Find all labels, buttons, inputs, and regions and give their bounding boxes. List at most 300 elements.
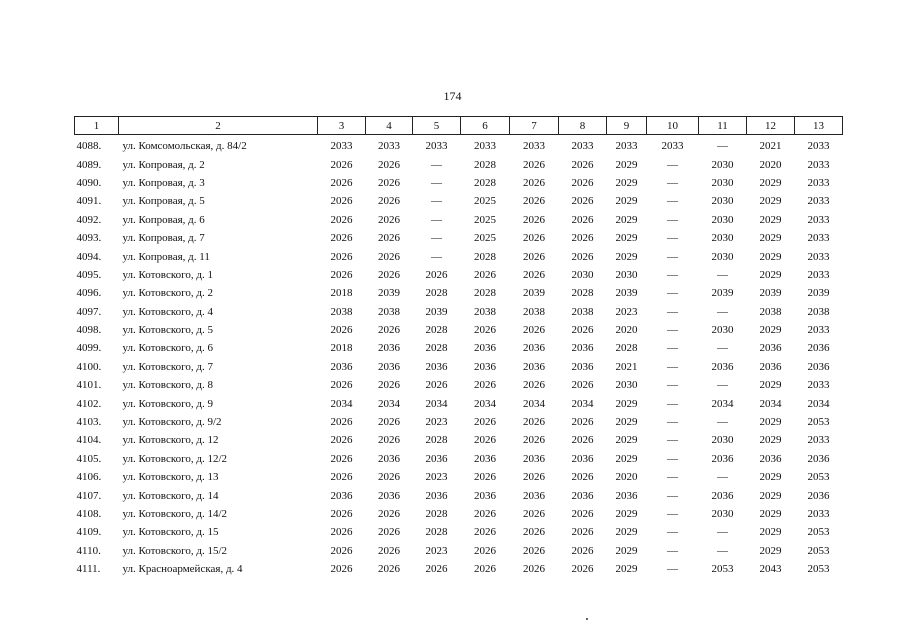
year-cell: —	[667, 232, 678, 245]
table-row	[75, 339, 843, 357]
year-cell: 2039	[807, 287, 830, 300]
year-cell: 2029	[759, 489, 782, 502]
year-cell: —	[667, 158, 678, 171]
year-cell: 2025	[474, 232, 496, 245]
year-cell: 2034	[330, 397, 353, 410]
year-cell: 2053	[807, 563, 830, 576]
row-number: 4094.	[76, 250, 102, 263]
address-cell: ул. Котовского, д. 9	[122, 397, 213, 410]
year-cell: —	[667, 397, 678, 410]
table-row	[75, 523, 843, 541]
year-cell: 2026	[330, 434, 353, 447]
year-cell: 2026	[571, 379, 594, 392]
year-cell: 2039	[425, 305, 448, 318]
table-row	[75, 358, 843, 376]
year-cell: 2029	[615, 397, 638, 410]
year-cell: 2036	[378, 452, 400, 465]
table-row	[75, 284, 843, 302]
year-cell: 2036	[474, 489, 496, 502]
year-cell: 2039	[378, 287, 400, 300]
row-number: 4100.	[76, 360, 102, 373]
year-cell: 2036	[807, 489, 830, 502]
year-cell: —	[667, 489, 678, 502]
year-cell: 2023	[425, 471, 448, 484]
year-cell: —	[667, 305, 678, 318]
year-cell: —	[431, 176, 442, 189]
address-cell: ул. Копровая, д. 3	[122, 176, 205, 189]
row-number: 4101.	[76, 379, 102, 392]
year-cell: 2039	[759, 287, 782, 300]
year-cell: 2026	[474, 379, 496, 392]
year-cell: 2026	[523, 434, 545, 447]
year-cell: —	[717, 471, 728, 484]
year-cell: 2029	[759, 471, 782, 484]
year-cell: 2029	[759, 176, 782, 189]
address-cell: ул. Котовского, д. 14/2	[122, 508, 227, 520]
year-cell: 2029	[615, 232, 638, 245]
year-cell: 2026	[571, 176, 594, 189]
year-cell: 2033	[807, 324, 830, 337]
year-cell: 2026	[330, 452, 353, 465]
year-cell: 2036	[378, 342, 400, 355]
address-cell: ул. Копровая, д. 11	[122, 250, 210, 263]
year-cell: 2036	[615, 489, 638, 502]
column-header-3: 3	[318, 117, 366, 135]
table-body	[75, 135, 843, 579]
year-cell: 2053	[807, 526, 830, 539]
year-cell: 2036	[807, 360, 830, 373]
address-cell: ул. Котовского, д. 2	[122, 287, 213, 300]
year-cell: 2030	[571, 268, 594, 281]
year-cell: 2038	[330, 305, 353, 318]
year-cell: —	[667, 379, 678, 392]
address-cell: ул. Котовского, д. 4	[122, 305, 213, 318]
year-cell: 2026	[571, 563, 594, 576]
column-header-1: 1	[75, 117, 119, 135]
year-cell: 2026	[571, 544, 594, 557]
address-cell: ул. Котовского, д. 6	[122, 342, 213, 355]
year-cell: 2029	[759, 268, 782, 281]
year-cell: —	[667, 342, 678, 355]
year-cell: 2033	[807, 508, 830, 520]
year-cell: 2034	[711, 397, 734, 410]
year-cell: 2026	[378, 268, 400, 281]
year-cell: 2021	[759, 140, 782, 153]
year-cell: 2029	[615, 176, 638, 189]
address-cell: ул. Котовского, д. 14	[122, 489, 219, 502]
year-cell: 2029	[759, 324, 782, 337]
year-cell: 2030	[711, 434, 734, 447]
year-cell: 2034	[807, 397, 830, 410]
year-cell: 2029	[759, 434, 782, 447]
year-cell: 2036	[711, 360, 734, 373]
year-cell: 2026	[330, 416, 353, 429]
year-cell: 2026	[523, 508, 545, 520]
year-cell: 2033	[807, 140, 830, 153]
repair-schedule-table	[74, 116, 843, 578]
year-cell: 2036	[759, 452, 782, 465]
year-cell: 2028	[474, 287, 496, 300]
year-cell: 2036	[474, 360, 496, 373]
year-cell: 2029	[759, 195, 782, 208]
year-cell: 2026	[474, 544, 496, 557]
address-cell: ул. Котовского, д. 15	[122, 526, 219, 539]
year-cell: 2033	[523, 140, 545, 153]
year-cell: 2034	[474, 397, 496, 410]
year-cell: 2026	[571, 195, 594, 208]
year-cell: 2029	[615, 544, 638, 557]
address-cell: ул. Котовского, д. 5	[122, 324, 213, 337]
row-number: 4106.	[76, 471, 102, 484]
year-cell: 2036	[378, 360, 400, 373]
row-number: 4111.	[76, 563, 101, 576]
table-row	[75, 247, 843, 265]
year-cell: 2029	[759, 232, 782, 245]
year-cell: 2036	[378, 489, 400, 502]
year-cell: —	[667, 287, 678, 300]
year-cell: —	[717, 268, 728, 281]
year-cell: —	[667, 563, 678, 576]
year-cell: 2029	[759, 250, 782, 263]
row-number: 4092.	[76, 213, 102, 226]
year-cell: —	[717, 140, 728, 153]
row-number: 4107.	[76, 489, 102, 502]
year-cell: 2026	[523, 471, 545, 484]
year-cell: 2036	[711, 452, 734, 465]
year-cell: 2030	[711, 213, 734, 226]
year-cell: —	[667, 176, 678, 189]
year-cell: 2036	[523, 360, 545, 373]
address-cell: ул. Копровая, д. 7	[122, 232, 205, 245]
year-cell: 2034	[759, 397, 782, 410]
year-cell: 2026	[571, 508, 594, 520]
year-cell: 2029	[615, 526, 638, 539]
year-cell: 2026	[330, 232, 353, 245]
year-cell: 2026	[330, 176, 353, 189]
year-cell: —	[667, 213, 678, 226]
year-cell: 2026	[523, 213, 545, 226]
year-cell: 2026	[474, 434, 496, 447]
table-row	[75, 376, 843, 394]
year-cell: —	[431, 213, 442, 226]
year-cell: —	[667, 195, 678, 208]
year-cell: 2026	[330, 379, 353, 392]
year-cell: 2026	[330, 195, 353, 208]
year-cell: 2026	[330, 268, 353, 281]
year-cell: 2030	[711, 232, 734, 245]
year-cell: 2020	[759, 158, 782, 171]
year-cell: 2036	[425, 452, 448, 465]
year-cell: —	[431, 250, 442, 263]
year-cell: —	[717, 416, 728, 429]
table-row	[75, 174, 843, 192]
year-cell: 2033	[807, 250, 830, 263]
table-row	[75, 468, 843, 486]
year-cell: 2033	[474, 140, 496, 153]
year-cell: 2026	[378, 544, 400, 557]
row-number: 4098.	[76, 324, 102, 337]
row-number: 4090.	[76, 176, 102, 189]
year-cell: 2026	[378, 434, 400, 447]
year-cell: 2026	[378, 195, 400, 208]
row-number: 4096.	[76, 287, 102, 300]
year-cell: 2029	[759, 379, 782, 392]
row-number: 4091.	[76, 195, 102, 208]
year-cell: 2029	[759, 544, 782, 557]
year-cell: 2026	[330, 563, 353, 576]
year-cell: 2029	[615, 213, 638, 226]
column-header-9: 9	[607, 117, 647, 135]
address-cell: ул. Копровая, д. 2	[122, 158, 205, 171]
year-cell: 2026	[571, 232, 594, 245]
year-cell: —	[667, 526, 678, 539]
year-cell: 2029	[615, 563, 638, 576]
row-number: 4089.	[76, 158, 102, 171]
year-cell: 2036	[474, 342, 496, 355]
year-cell: 2018	[330, 287, 353, 300]
year-cell: 2026	[378, 526, 400, 539]
year-cell: 2030	[711, 508, 734, 520]
year-cell: 2036	[425, 360, 448, 373]
table-row	[75, 135, 843, 156]
year-cell: 2053	[807, 544, 830, 557]
row-number: 4097.	[76, 305, 102, 318]
year-cell: 2026	[571, 526, 594, 539]
scan-dot	[586, 618, 588, 620]
address-cell: ул. Котовского, д. 7	[122, 360, 213, 373]
row-number: 4088.	[76, 140, 102, 153]
year-cell: 2026	[523, 250, 545, 263]
year-cell: 2028	[571, 287, 594, 300]
year-cell: 2023	[425, 416, 448, 429]
year-cell: 2036	[571, 360, 594, 373]
year-cell: 2033	[425, 140, 448, 153]
year-cell: —	[667, 324, 678, 337]
year-cell: 2026	[523, 158, 545, 171]
year-cell: 2026	[474, 416, 496, 429]
year-cell: 2030	[711, 324, 734, 337]
year-cell: —	[431, 195, 442, 208]
address-cell: ул. Котовского, д. 8	[122, 379, 213, 392]
year-cell: 2036	[523, 489, 545, 502]
year-cell: 2033	[807, 158, 830, 171]
year-cell: 2029	[615, 416, 638, 429]
year-cell: 2033	[807, 232, 830, 245]
year-cell: 2025	[474, 213, 496, 226]
year-cell: 2033	[807, 176, 830, 189]
year-cell: 2036	[523, 342, 545, 355]
year-cell: 2026	[378, 176, 400, 189]
column-header-6: 6	[461, 117, 510, 135]
year-cell: 2026	[474, 324, 496, 337]
year-cell: 2036	[523, 452, 545, 465]
year-cell: 2028	[615, 342, 638, 355]
row-number: 4093.	[76, 232, 102, 245]
year-cell: 2026	[330, 544, 353, 557]
year-cell: 2020	[615, 324, 638, 337]
year-cell: 2026	[571, 416, 594, 429]
year-cell: 2029	[759, 526, 782, 539]
year-cell: 2026	[523, 232, 545, 245]
year-cell: 2028	[425, 434, 448, 447]
year-cell: 2033	[330, 140, 353, 153]
year-cell: 2034	[378, 397, 400, 410]
year-cell: 2028	[474, 250, 496, 263]
year-cell: 2028	[425, 287, 448, 300]
year-cell: —	[667, 416, 678, 429]
year-cell: —	[667, 268, 678, 281]
year-cell: 2039	[523, 287, 545, 300]
year-cell: 2026	[425, 268, 448, 281]
year-cell: 2036	[807, 452, 830, 465]
year-cell: 2029	[615, 250, 638, 263]
address-cell: ул. Котовского, д. 12/2	[122, 452, 227, 465]
year-cell: 2026	[378, 508, 400, 520]
year-cell: 2028	[425, 526, 448, 539]
year-cell: 2038	[474, 305, 496, 318]
year-cell: 2023	[615, 305, 638, 318]
year-cell: 2026	[474, 563, 496, 576]
year-cell: 2030	[711, 176, 734, 189]
row-number: 4102.	[76, 397, 102, 410]
year-cell: —	[667, 452, 678, 465]
year-cell: 2036	[330, 489, 353, 502]
table-row	[75, 192, 843, 210]
year-cell: 2026	[330, 324, 353, 337]
column-header-5: 5	[413, 117, 461, 135]
year-cell: 2039	[711, 287, 734, 300]
year-cell: 2036	[759, 360, 782, 373]
year-cell: 2026	[378, 158, 400, 171]
year-cell: 2038	[378, 305, 400, 318]
year-cell: 2028	[425, 508, 448, 520]
year-cell: —	[717, 305, 728, 318]
column-header-8: 8	[559, 117, 607, 135]
year-cell: 2029	[615, 508, 638, 520]
year-cell: 2036	[759, 342, 782, 355]
year-cell: 2018	[330, 342, 353, 355]
year-cell: 2026	[378, 324, 400, 337]
year-cell: 2029	[759, 508, 782, 520]
year-cell: 2026	[523, 526, 545, 539]
row-number: 4110.	[76, 544, 101, 557]
year-cell: 2029	[615, 434, 638, 447]
year-cell: 2033	[615, 140, 638, 153]
year-cell: 2038	[571, 305, 594, 318]
year-cell: 2029	[759, 416, 782, 429]
year-cell: 2038	[807, 305, 830, 318]
table-row	[75, 303, 843, 321]
address-cell: ул. Комсомольская, д. 84/2	[122, 140, 247, 153]
year-cell: —	[667, 250, 678, 263]
year-cell: 2026	[330, 250, 353, 263]
year-cell: 2033	[807, 213, 830, 226]
year-cell: 2026	[474, 508, 496, 520]
address-cell: ул. Котовского, д. 15/2	[122, 544, 227, 557]
year-cell: 2026	[378, 213, 400, 226]
year-cell: 2030	[615, 268, 638, 281]
year-cell: 2028	[474, 176, 496, 189]
year-cell: 2026	[523, 176, 545, 189]
address-cell: ул. Красноармейская, д. 4	[122, 563, 243, 576]
year-cell: 2029	[615, 452, 638, 465]
year-cell: —	[667, 471, 678, 484]
column-header-2: 2	[119, 117, 318, 135]
table-row	[75, 266, 843, 284]
column-header-11: 11	[699, 117, 747, 135]
year-cell: —	[717, 544, 728, 557]
year-cell: 2043	[759, 563, 782, 576]
year-cell: 2028	[474, 158, 496, 171]
column-header-12: 12	[747, 117, 795, 135]
column-header-4: 4	[366, 117, 413, 135]
address-cell: ул. Котовского, д. 9/2	[122, 416, 222, 429]
year-cell: 2026	[474, 471, 496, 484]
year-cell: 2026	[378, 379, 400, 392]
year-cell: 2026	[571, 471, 594, 484]
year-cell: 2053	[807, 416, 830, 429]
row-number: 4105.	[76, 452, 102, 465]
year-cell: 2036	[425, 489, 448, 502]
year-cell: 2036	[474, 452, 496, 465]
year-cell: 2053	[711, 563, 734, 576]
year-cell: 2033	[807, 434, 830, 447]
year-cell: 2026	[474, 268, 496, 281]
year-cell: 2026	[523, 324, 545, 337]
year-cell: 2026	[571, 213, 594, 226]
address-cell: ул. Котовского, д. 13	[122, 471, 219, 484]
year-cell: 2025	[474, 195, 496, 208]
address-cell: ул. Копровая, д. 5	[122, 195, 205, 208]
year-cell: 2030	[711, 158, 734, 171]
year-cell: 2034	[425, 397, 448, 410]
year-cell: 2038	[523, 305, 545, 318]
year-cell: 2026	[378, 232, 400, 245]
year-cell: 2034	[523, 397, 545, 410]
year-cell: 2034	[571, 397, 594, 410]
year-cell: —	[667, 544, 678, 557]
table-row	[75, 431, 843, 449]
year-cell: 2033	[807, 195, 830, 208]
year-cell: 2026	[330, 471, 353, 484]
table-row	[75, 155, 843, 173]
year-cell: 2033	[571, 140, 594, 153]
year-cell: 2036	[330, 360, 353, 373]
year-cell: 2026	[330, 526, 353, 539]
column-header-7: 7	[510, 117, 559, 135]
year-cell: —	[667, 434, 678, 447]
year-cell: 2026	[571, 158, 594, 171]
year-cell: 2026	[330, 213, 353, 226]
row-number: 4103.	[76, 416, 102, 429]
year-cell: 2026	[571, 250, 594, 263]
table-row	[75, 486, 843, 504]
year-cell: 2026	[523, 379, 545, 392]
year-cell: 2029	[615, 158, 638, 171]
table-row	[75, 450, 843, 468]
table-row	[75, 413, 843, 431]
table-row	[75, 211, 843, 229]
row-number: 4108.	[76, 508, 102, 520]
row-number: 4109.	[76, 526, 102, 539]
column-header-13: 13	[795, 117, 843, 135]
year-cell: 2026	[523, 544, 545, 557]
year-cell: 2039	[615, 287, 638, 300]
year-cell: 2026	[378, 471, 400, 484]
year-cell: 2026	[523, 563, 545, 576]
row-number: 4095.	[76, 268, 102, 281]
year-cell: 2026	[378, 563, 400, 576]
